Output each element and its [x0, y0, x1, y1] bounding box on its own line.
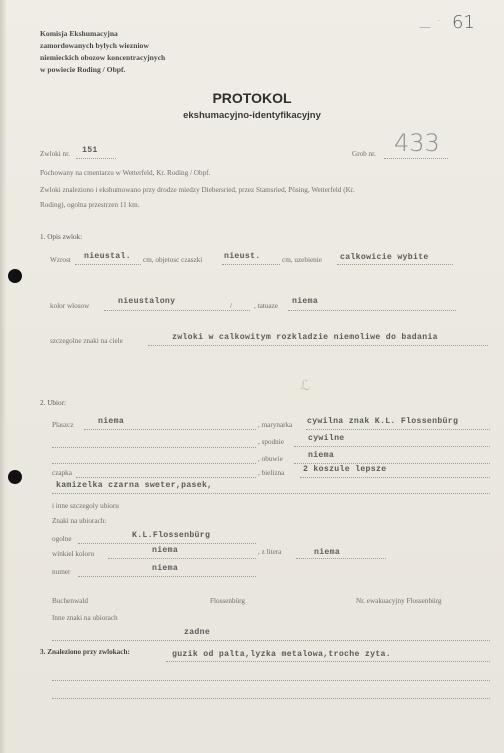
czaszka-line: [222, 264, 280, 265]
page-tick: ·: [437, 14, 441, 28]
marynarka-label: , marynarka: [258, 421, 293, 429]
kamizelka-line: [52, 493, 490, 494]
znaki-value: zwloki w calkowitym rozkladzie niemoliwe do badania: [172, 333, 438, 342]
spodnie-value: cywilne: [308, 434, 345, 443]
wzrost-line: [75, 264, 141, 265]
grob-value: 433: [394, 129, 440, 157]
uzebienie-line: [337, 264, 453, 265]
kolor-value: nieustalony: [118, 297, 176, 306]
obuwie-value: niema: [308, 451, 335, 460]
cm-label-1: cm, objetosc czaszki: [143, 256, 203, 264]
kolor-label: kolor wlosow: [50, 302, 90, 310]
inne-znaki-value: zadne: [184, 628, 211, 637]
litera-line: [296, 558, 386, 559]
zwloki-value: 151: [82, 146, 98, 155]
znaki-na-ubiorach-label: Znaki na ubiorach:: [52, 517, 107, 525]
winkiel-line: [108, 558, 256, 559]
inne-szczegoly-label: i inne szczegoly ubioru: [52, 502, 119, 510]
plaszcz-label: Plaszcz: [52, 421, 74, 429]
inne-znaki-line: [52, 640, 490, 641]
tatuaze-value: niema: [292, 297, 319, 306]
ewakuacyjny-label: Nr. ewakuacyjny Flossenbürg: [356, 597, 442, 605]
wzrost-label: Wzrost: [50, 256, 71, 264]
page-dash: —: [419, 20, 431, 34]
spodnie-label: , spodnie: [258, 438, 284, 446]
flossenburg-label: Flossenbürg: [210, 597, 246, 605]
found-text-1: Zwloki znaleziono i ekshumowano przy drodze miedzy Diebersried, przez Stamsried, Pösing, Wetterfeld (Kr.: [40, 186, 355, 194]
czaszka-value: nieust.: [224, 252, 261, 261]
czapka-line: [76, 477, 256, 478]
document-subtitle: ekshumacyjno-identyfikacyjny: [183, 110, 321, 121]
wzrost-value: nieustal.: [84, 252, 131, 261]
bielizna-line: [300, 477, 490, 478]
inne-znaki-label: Inne znaki na ubiorach: [52, 614, 118, 622]
zwloki-label: Zwloki nr.: [40, 150, 70, 158]
zwloki-line: [76, 158, 116, 159]
grob-line: [384, 158, 448, 159]
org-line-4: w powiecie Roding / Obpf.: [40, 65, 126, 74]
cm-label-2: cm, uzebienie: [282, 256, 322, 264]
ogolne-label: ogolne: [52, 535, 72, 543]
bielizna-value: 2 koszule lepsze: [303, 465, 387, 474]
section3-line-2: [52, 680, 490, 681]
grob-label: Grob nr.: [352, 150, 376, 158]
obuwie-label: , obuwie: [258, 455, 283, 463]
plaszcz-line: [84, 429, 256, 430]
org-line-3: niemieckich obozow koncentracyjnych: [40, 53, 166, 62]
marynarka-line: [306, 429, 490, 430]
numer-value: niema: [152, 564, 179, 573]
document-title: PROTOKOL: [212, 90, 292, 106]
winkiel-value: niema: [152, 546, 179, 555]
marynarka-value: cywilna znak K.L. Flossenbürg: [307, 417, 459, 426]
page-number: 61: [452, 12, 475, 33]
kamizelka-value: kamizelka czarna sweter,pasek,: [56, 481, 213, 490]
winkiel-label: winkiel koloru: [52, 550, 95, 558]
obuwie-line: [294, 463, 490, 464]
buchenwald-label: Buchenwald: [52, 597, 88, 605]
org-line-2: zamordowanych bylych wiezniow: [40, 41, 149, 50]
bielizna-label: , bielizna: [258, 469, 285, 477]
section3-value: guzik od palta,lyzka metalowa,troche zyta.: [172, 650, 391, 659]
tatuaze-line: [288, 310, 456, 311]
tatuaze-label: , tatuaze: [254, 302, 278, 310]
spodnie-line: [294, 446, 490, 447]
uzebienie-value: calkowicie wybite: [340, 253, 429, 262]
numer-line: [78, 576, 256, 577]
ogolne-line: [78, 543, 256, 544]
buried-text: Pochowany na cmentarzu w Wetterfeld, Kr. Roding / Obpf.: [40, 169, 211, 177]
litera-value: niema: [314, 548, 341, 557]
plaszcz-continuation-line: [52, 447, 256, 448]
plaszcz-value: niema: [98, 417, 125, 426]
litera-label: , z litera: [258, 548, 282, 556]
ogolne-value: K.L.Flossenbürg: [132, 531, 211, 540]
kolor-slash: /: [230, 302, 232, 310]
faint-pencil-mark: ℒ: [300, 378, 311, 394]
section3-line: [166, 661, 490, 662]
kolor-line: [104, 310, 250, 311]
found-text-2: Roding), ogolna przestrzen 11 km.: [40, 201, 140, 209]
section1-title: 1. Opis zwlok:: [40, 233, 83, 241]
czapka-label: czapka: [52, 469, 72, 477]
znaki-line: [148, 345, 488, 346]
punch-hole-bottom: [8, 470, 22, 484]
numer-label: numer: [52, 568, 71, 576]
org-line-1: Komisja Ekshumacyjna: [40, 29, 118, 38]
znaki-label: szczegolne znaki na ciele: [50, 337, 123, 345]
section2-title: 2. Ubior:: [40, 399, 66, 407]
spodnie-continuation-line: [52, 463, 256, 464]
section3-title: 3. Znaleziono przy zwlokach:: [40, 648, 130, 656]
punch-hole-top: [8, 269, 22, 283]
section3-line-3: [52, 698, 490, 699]
